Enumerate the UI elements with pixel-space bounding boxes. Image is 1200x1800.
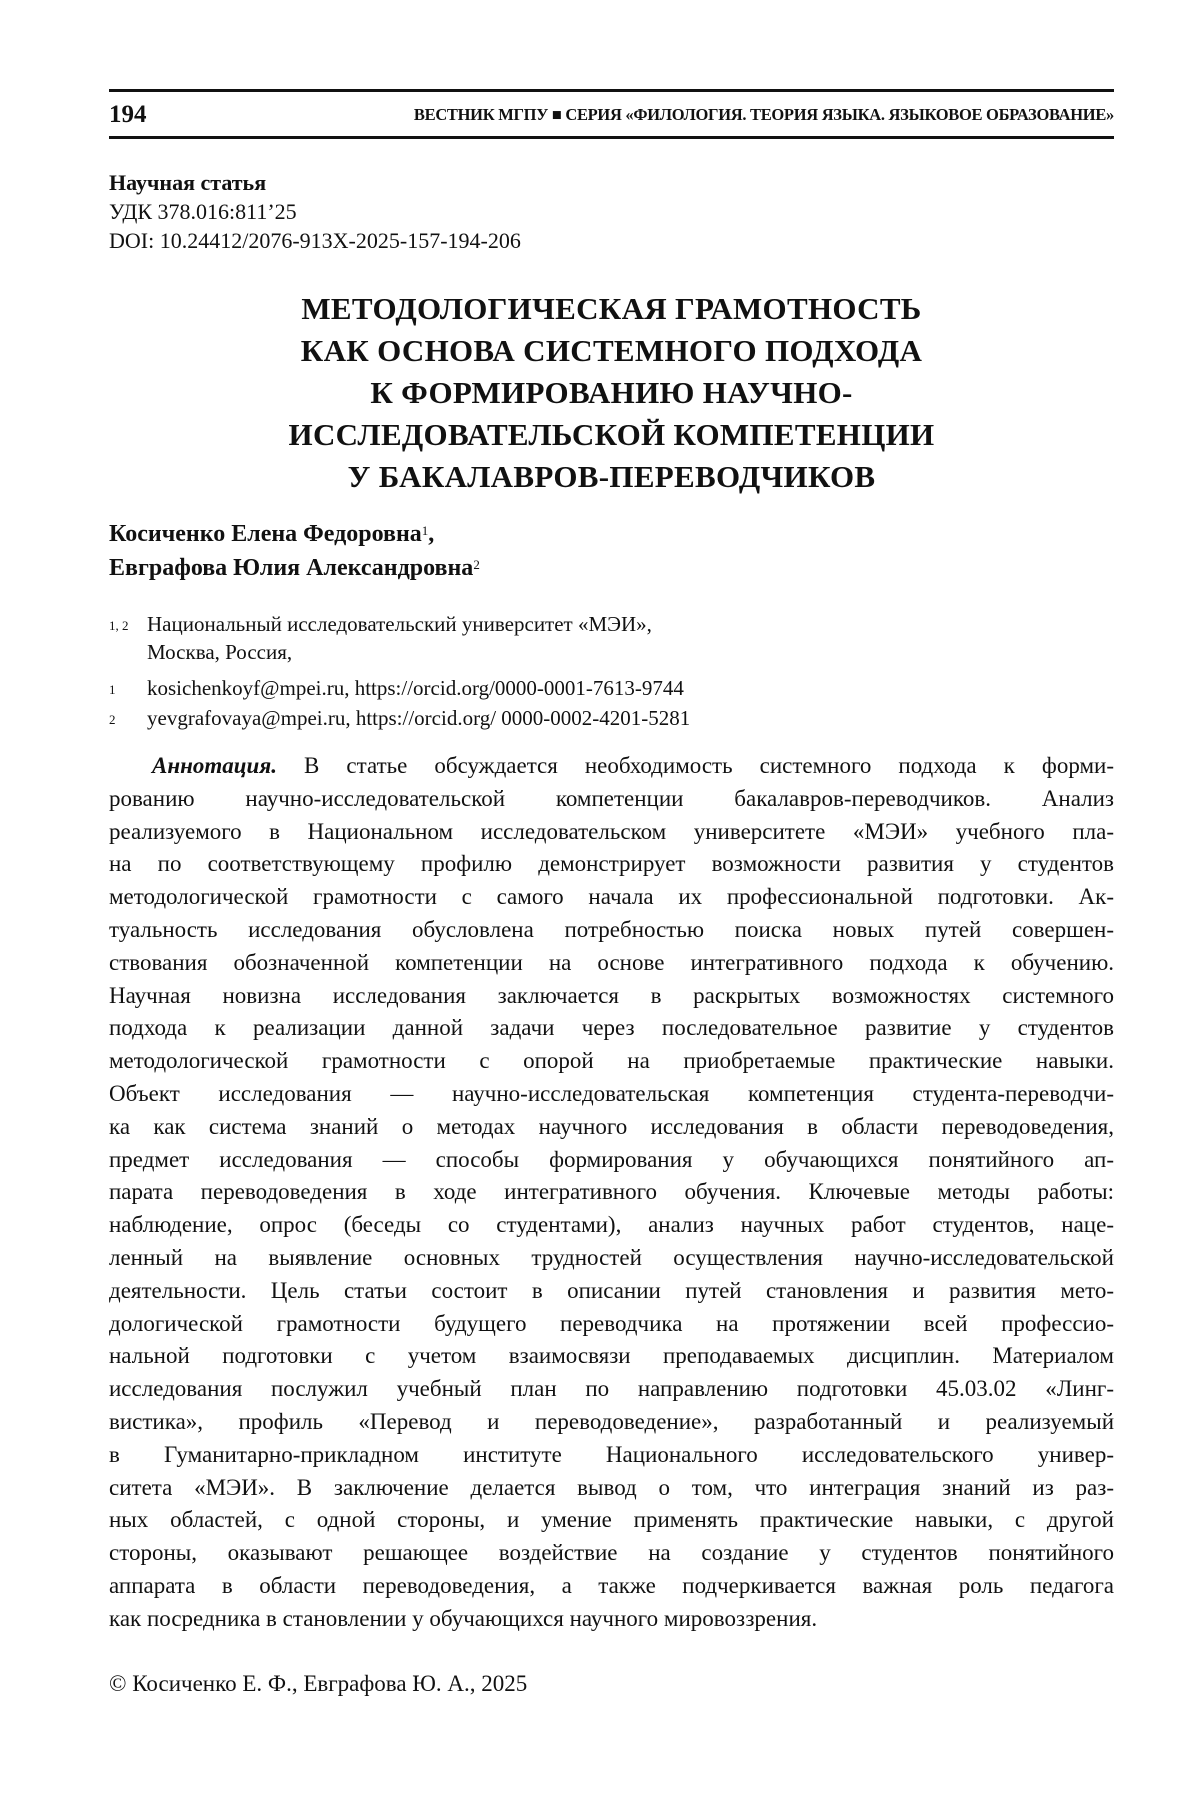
abstract-line: методологической грамотности с опорой на приобретаемые практические навыки. (109, 1045, 1114, 1078)
author-separator: , (428, 521, 434, 547)
title-line: ИССЛЕДОВАТЕЛЬСКОЙ КОМПЕТЕНЦИИ (109, 414, 1114, 456)
affiliation-mark: 1, 2 (109, 610, 147, 666)
abstract-label: Аннотация. (152, 753, 277, 778)
contact-text[interactable]: yevgrafovaya@mpei.ru, https://orcid.org/ 0000-0002-4201-5281 (147, 704, 690, 734)
udc-code: УДК 378.016:811’25 (109, 197, 521, 226)
abstract-line: ситета «МЭИ». В заключение делается вывод о том, что интеграция знаний из раз- (109, 1472, 1114, 1505)
abstract-line: стороны, оказывают решающее воздействие на создание у студентов понятийного (109, 1537, 1114, 1570)
contact-mark: 2 (109, 704, 147, 734)
article-title (109, 288, 1114, 498)
abstract-line: парата переводоведения в ходе интегративного обучения. Ключевые методы работы: (109, 1176, 1114, 1209)
abstract (109, 750, 1114, 1636)
abstract-line: предмет исследования — способы формирования у обучающихся понятийного ап- (109, 1144, 1114, 1177)
author-name: Косиченко Елена Федоровна (109, 521, 422, 547)
abstract-text: В статье обсуждается необходимость системного подхода к форми- (277, 753, 1114, 778)
author-affil-mark: 1 (422, 523, 429, 538)
doi: DOI: 10.24412/2076-913X-2025-157-194-206 (109, 226, 521, 255)
author (109, 517, 480, 551)
title-line: МЕТОДОЛОГИЧЕСКАЯ ГРАМОТНОСТЬ (109, 288, 1114, 330)
abstract-line: ленный на выявление основных трудностей осуществления научно-исследовательской (109, 1242, 1114, 1275)
abstract-line: исследования послужил учебный план по направлению подготовки 45.03.02 «Линг- (109, 1373, 1114, 1406)
abstract-line: дологической грамотности будущего переводчика на протяжении всей профессио- (109, 1308, 1114, 1341)
abstract-line: ка как система знаний о методах научного исследования в области переводоведения, (109, 1111, 1114, 1144)
abstract-line: методологической грамотности с самого начала их профессиональной подготовки. Ак- (109, 881, 1114, 914)
authors (109, 517, 480, 585)
abstract-line: на по соответствующему профилю демонстрирует возможности развития у студентов (109, 848, 1114, 881)
contact (109, 674, 690, 704)
author (109, 551, 480, 585)
abstract-line: ных областей, с одной стороны, и умение применять практические навыки, с другой (109, 1504, 1114, 1537)
abstract-line (109, 750, 1114, 783)
article-meta (109, 168, 521, 255)
abstract-line: деятельности. Цель статьи состоит в описании путей становления и развития мето- (109, 1275, 1114, 1308)
header-bottom-rule (109, 136, 1114, 139)
affiliation-line: Национальный исследовательский университет «МЭИ», (147, 612, 652, 636)
contact-mark: 1 (109, 674, 147, 704)
contact (109, 704, 690, 734)
title-line: К ФОРМИРОВАНИЮ НАУЧНО- (109, 372, 1114, 414)
affiliations (109, 610, 690, 734)
page-number: 194 (109, 101, 189, 129)
abstract-line: нальной подготовки с учетом взаимосвязи преподаваемых дисциплин. Материалом (109, 1340, 1114, 1373)
affiliation (109, 610, 690, 666)
affiliation-text (147, 610, 652, 666)
abstract-line: ствования обозначенной компетенции на основе интегративного подхода к обучению. (109, 947, 1114, 980)
abstract-line: туальность исследования обусловлена потребностью поиска новых путей совершен- (109, 914, 1114, 947)
abstract-line: в Гуманитарно-прикладном институте Национального исследовательского универ- (109, 1439, 1114, 1472)
abstract-line: аппарата в области переводоведения, а также подчеркивается важная роль педагога (109, 1570, 1114, 1603)
abstract-line: вистика», профиль «Перевод и переводоведение», разработанный и реализуемый (109, 1406, 1114, 1439)
affiliation-line: Москва, Россия, (147, 640, 292, 664)
abstract-line: наблюдение, опрос (беседы со студентами), анализ научных работ студентов, наце- (109, 1209, 1114, 1242)
article-type: Научная статья (109, 168, 521, 197)
journal-title: ВЕСТНИК МГПУ ■ СЕРИЯ «ФИЛОЛОГИЯ. ТЕОРИЯ ЯЗЫКА. ЯЗЫКОВОЕ ОБРАЗОВАНИЕ» (189, 105, 1114, 125)
copyright: © Косиченко Е. Ф., Евграфова Ю. А., 2025 (109, 1671, 527, 1697)
abstract-line: Научная новизна исследования заключается в раскрытых возможностях системного (109, 980, 1114, 1013)
header-top-rule (109, 89, 1114, 92)
abstract-line: подхода к реализации данной задачи через последовательное развитие у студентов (109, 1012, 1114, 1045)
author-affil-mark: 2 (473, 557, 480, 572)
abstract-line: Объект исследования — научно-исследовательская компетенция студента-переводчи- (109, 1078, 1114, 1111)
abstract-line: реализуемого в Национальном исследовательском университете «МЭИ» учебного пла- (109, 816, 1114, 849)
title-line: КАК ОСНОВА СИСТЕМНОГО ПОДХОДА (109, 330, 1114, 372)
title-line: У БАКАЛАВРОВ-ПЕРЕВОДЧИКОВ (109, 456, 1114, 498)
abstract-line: как посредника в становлении у обучающихся научного мировоззрения. (109, 1603, 1114, 1636)
contact-text[interactable]: kosichenkoyf@mpei.ru, https://orcid.org/0000-0001-7613-9744 (147, 674, 684, 704)
abstract-line: рованию научно-исследовательской компетенции бакалавров-переводчиков. Анализ (109, 783, 1114, 816)
author-name: Евграфова Юлия Александровна (109, 555, 473, 581)
running-header (109, 99, 1114, 131)
